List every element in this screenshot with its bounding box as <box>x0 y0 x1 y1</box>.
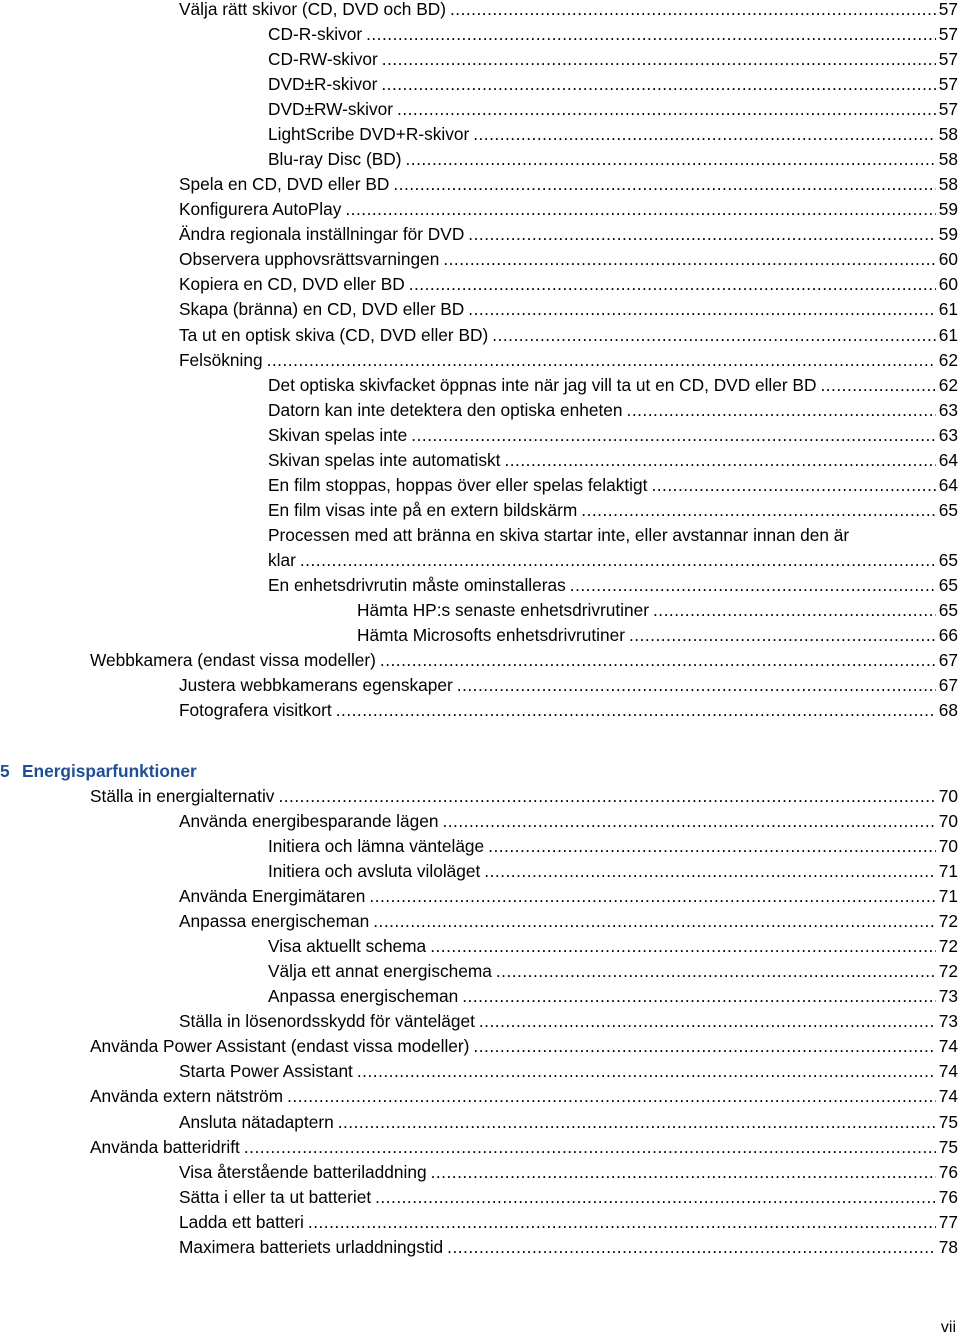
toc-entry-page: 72 <box>938 911 958 932</box>
dot-leader <box>651 473 935 498</box>
chapter-number: 5 <box>0 761 10 781</box>
toc-entry-title: Felsökning <box>179 349 263 370</box>
dot-leader <box>336 698 936 723</box>
toc-entry-title: Visa aktuellt schema <box>268 936 427 957</box>
toc-entry-title: Sätta i eller ta ut batteriet <box>179 1186 372 1207</box>
toc-entry[interactable] <box>268 47 958 72</box>
toc-entry-page: 65 <box>938 549 958 570</box>
toc-entry-page: 76 <box>938 1186 958 1207</box>
toc-entry-title: Fotografera visitkort <box>179 700 332 721</box>
toc-entry-title: CD-R-skivor <box>268 24 363 45</box>
toc-entry[interactable] <box>268 573 958 598</box>
toc-entry-page: 62 <box>938 374 958 395</box>
dot-leader <box>380 648 936 673</box>
toc-entry-title: Använda Energimätaren <box>179 886 366 907</box>
toc-entry[interactable] <box>179 1235 958 1260</box>
toc-entry[interactable] <box>268 859 958 884</box>
toc-entry[interactable] <box>179 1210 958 1235</box>
toc-entry-title: Anpassa energischeman <box>268 986 459 1007</box>
toc-entry-title: Välja rätt skivor (CD, DVD och BD) <box>179 0 446 19</box>
toc-entry-page: 61 <box>938 299 958 320</box>
dot-leader <box>627 398 936 423</box>
toc-entry[interactable] <box>179 0 958 22</box>
dot-leader <box>504 448 935 473</box>
toc-entry-title: DVD±R-skivor <box>268 74 378 95</box>
toc-entry-page: 65 <box>938 574 958 595</box>
toc-entry-title: Ansluta nätadaptern <box>179 1111 334 1132</box>
toc-entry-title: Ta ut en optisk skiva (CD, DVD eller BD) <box>179 324 489 345</box>
toc-entry[interactable] <box>268 22 958 47</box>
toc-entry[interactable] <box>179 1009 958 1034</box>
dot-leader <box>479 1009 936 1034</box>
dot-leader <box>484 859 935 884</box>
toc-entry[interactable] <box>179 884 958 909</box>
toc-entry-page: 59 <box>938 199 958 220</box>
toc-entry[interactable] <box>268 398 958 423</box>
dot-leader <box>382 47 936 72</box>
toc-entry-title: Datorn kan inte detektera den optiska enheten <box>268 399 623 420</box>
toc-entry[interactable] <box>179 1059 958 1084</box>
dot-leader <box>373 909 936 934</box>
toc-entry-page: 71 <box>938 861 958 882</box>
dot-leader <box>409 272 936 297</box>
toc-entry[interactable] <box>179 909 958 934</box>
toc-entry[interactable] <box>357 623 958 648</box>
toc-entry[interactable] <box>179 297 958 322</box>
toc-entry-page: 73 <box>938 1011 958 1032</box>
toc-entry-title: Använda energibesparande lägen <box>179 811 439 832</box>
dot-leader <box>447 1235 936 1260</box>
toc-entry-title: DVD±RW-skivor <box>268 99 394 120</box>
toc-entry-title: En film stoppas, hoppas över eller spelas felaktigt <box>268 474 648 495</box>
dot-leader <box>820 373 935 398</box>
toc-entry-page: 63 <box>938 399 958 420</box>
dot-leader <box>244 1135 936 1160</box>
toc-entry-title: En enhetsdrivrutin måste ominstalleras <box>268 574 566 595</box>
toc-entry-title: En film visas inte på en extern bildskärm <box>268 499 578 520</box>
dot-leader <box>450 0 936 22</box>
toc-entry-title: Konfigurera AutoPlay <box>179 199 342 220</box>
toc-entry-page: 74 <box>938 1036 958 1057</box>
toc-entry[interactable] <box>179 1185 958 1210</box>
toc-entry-title: Ställa in energialternativ <box>90 786 275 806</box>
toc-entry[interactable] <box>268 959 958 984</box>
toc-entry[interactable] <box>90 784 958 809</box>
toc-entry[interactable] <box>179 197 958 222</box>
toc-entry[interactable] <box>179 172 958 197</box>
toc-entry-page: 75 <box>938 1111 958 1132</box>
toc-entry-title: Anpassa energischeman <box>179 911 370 932</box>
toc-entry-page: 64 <box>938 474 958 495</box>
toc-entry-page: 70 <box>938 836 958 857</box>
toc-entry-title: LightScribe DVD+R-skivor <box>268 124 470 145</box>
toc-entry-page: 75 <box>938 1136 958 1157</box>
toc-entry[interactable] <box>357 598 958 623</box>
toc-entry-page: 68 <box>938 700 958 721</box>
dot-leader <box>457 673 936 698</box>
toc-entry-title: Använda batteridrift <box>90 1136 240 1157</box>
toc-entry-page: 59 <box>938 224 958 245</box>
toc-entry-page: 60 <box>938 274 958 295</box>
toc-entry[interactable] <box>179 222 958 247</box>
toc-entry[interactable] <box>90 1084 958 1109</box>
dot-leader <box>488 834 936 859</box>
toc-entry[interactable] <box>179 247 958 272</box>
toc-entry-title: Skivan spelas inte <box>268 424 408 445</box>
dot-leader <box>366 22 936 47</box>
dot-leader <box>581 498 935 523</box>
toc-entry-page: 58 <box>938 149 958 170</box>
dot-leader <box>443 247 935 272</box>
dot-leader <box>287 1084 936 1109</box>
toc-entry[interactable] <box>179 348 958 373</box>
toc-entry-page: 78 <box>938 1236 958 1257</box>
toc-entry-title: Skapa (bränna) en CD, DVD eller BD <box>179 299 465 320</box>
dot-leader <box>496 959 936 984</box>
toc-entry-page: 67 <box>938 650 958 671</box>
dot-leader <box>345 197 935 222</box>
toc-entry-title: CD-RW-skivor <box>268 49 378 70</box>
toc-entry-title: Använda Power Assistant (endast vissa modeller) <box>90 1036 470 1057</box>
toc-entry[interactable] <box>90 648 958 673</box>
toc-entry-title: Spela en CD, DVD eller BD <box>179 174 390 195</box>
toc-entry-title: Hämta HP:s senaste enhetsdrivrutiner <box>357 599 649 620</box>
toc-entry-title: Justera webbkamerans egenskaper <box>179 675 453 696</box>
toc-entry[interactable] <box>179 323 958 348</box>
toc-entry-page: 58 <box>938 124 958 145</box>
toc-entry-page: 74 <box>938 1086 958 1107</box>
toc-entry-page: 73 <box>938 986 958 1007</box>
dot-leader <box>570 573 936 598</box>
toc-entry[interactable] <box>179 1160 958 1185</box>
toc-entry-title: Använda extern nätström <box>90 1086 284 1107</box>
toc-entry-page: 57 <box>938 74 958 95</box>
toc-entry-page: 63 <box>938 424 958 445</box>
dot-leader <box>397 97 936 122</box>
toc-entry-title: Kopiera en CD, DVD eller BD <box>179 274 405 295</box>
toc-entry-page: 64 <box>938 449 958 470</box>
toc-entry-page: 71 <box>938 886 958 907</box>
toc-entry-title: Välja ett annat energischema <box>268 961 492 982</box>
toc-entry-title: Webbkamera (endast vissa modeller) <box>90 650 376 671</box>
toc-entry-page: 57 <box>938 99 958 120</box>
toc-entry-page: 57 <box>938 49 958 70</box>
toc-entry-title: Initiera och avsluta viloläget <box>268 861 481 882</box>
dot-leader <box>473 122 936 147</box>
dot-leader <box>473 1034 935 1059</box>
toc-entry[interactable] <box>179 809 958 834</box>
toc-entry-page: 65 <box>938 599 958 620</box>
dot-leader <box>405 147 935 172</box>
toc-entry-wrapped[interactable] <box>268 548 958 573</box>
toc-entry[interactable] <box>268 423 958 448</box>
toc-entry-page: 67 <box>938 675 958 696</box>
toc-entry-page: 58 <box>938 174 958 195</box>
toc-entry-page: 61 <box>938 324 958 345</box>
toc-entry-page: 70 <box>938 786 958 806</box>
toc-entry-page: 57 <box>938 0 958 19</box>
toc-entry[interactable] <box>268 984 958 1009</box>
toc-entry-title: Visa återstående batteriladdning <box>179 1161 427 1182</box>
toc-entry-wrapped-line1: Processen med att bränna en skiva startar inte, eller avstannar innan den är <box>268 524 850 545</box>
dot-leader <box>357 1059 936 1084</box>
toc-entry[interactable] <box>268 448 958 473</box>
dot-leader <box>629 623 936 648</box>
toc-entry-title: Starta Power Assistant <box>179 1061 353 1082</box>
toc-entry-title: Det optiska skivfacket öppnas inte när jag vill ta ut en CD, DVD eller BD <box>268 374 817 395</box>
dot-leader <box>393 172 935 197</box>
dot-leader <box>278 784 935 809</box>
toc-entry-page: 72 <box>938 961 958 982</box>
dot-leader <box>468 222 935 247</box>
toc-entry-page: 70 <box>938 811 958 832</box>
toc-entry-title: Ställa in lösenordsskydd för vänteläget <box>179 1011 475 1032</box>
toc-entry[interactable] <box>268 373 958 398</box>
toc-entry-title: Skivan spelas inte automatiskt <box>268 449 501 470</box>
dot-leader <box>431 1160 936 1185</box>
dot-leader <box>462 984 936 1009</box>
toc-entry-title: Ändra regionala inställningar för DVD <box>179 224 465 245</box>
dot-leader <box>653 598 936 623</box>
toc-entry-title: Initiera och lämna vänteläge <box>268 836 485 857</box>
toc-entry[interactable] <box>179 673 958 698</box>
toc-entry-title: Ladda ett batteri <box>179 1211 304 1232</box>
toc-entry[interactable] <box>90 1135 958 1160</box>
toc-entry-title: klar <box>268 549 296 570</box>
chapter-heading[interactable] <box>0 759 197 784</box>
dot-leader <box>442 809 935 834</box>
toc-entry[interactable] <box>179 698 958 723</box>
toc-entry-title: Observera upphovsrättsvarningen <box>179 249 440 270</box>
chapter-title: Energisparfunktioner <box>22 761 197 781</box>
toc-entry-page: 72 <box>938 936 958 957</box>
toc-entry[interactable] <box>90 1034 958 1059</box>
toc-entry[interactable] <box>268 122 958 147</box>
toc-entry-page: 76 <box>938 1161 958 1182</box>
dot-leader <box>468 297 936 322</box>
dot-leader <box>267 348 936 373</box>
toc-entry[interactable] <box>268 473 958 498</box>
toc-entry[interactable] <box>179 1110 958 1135</box>
toc-entry-page: 62 <box>938 349 958 370</box>
dot-leader <box>375 1185 936 1210</box>
toc-entry-title: Blu-ray Disc (BD) <box>268 149 402 170</box>
toc-entry-title: Hämta Microsofts enhetsdrivrutiner <box>357 625 625 645</box>
toc-entry[interactable] <box>268 147 958 172</box>
toc-entry-page: 65 <box>938 499 958 520</box>
dot-leader <box>300 548 936 573</box>
toc-entry-page: 74 <box>938 1061 958 1082</box>
page-number: vii <box>940 1319 956 1336</box>
toc-entry-title: Maximera batteriets urladdningstid <box>179 1236 444 1257</box>
toc-entry-page: 60 <box>938 249 958 270</box>
dot-leader <box>411 423 935 448</box>
dot-leader <box>381 72 935 97</box>
toc-entry[interactable] <box>179 272 958 297</box>
dot-leader <box>308 1210 936 1235</box>
toc-entry-page: 57 <box>938 24 958 45</box>
toc-entry-page: 66 <box>938 625 958 645</box>
toc-entry[interactable] <box>268 97 958 122</box>
dot-leader <box>369 884 935 909</box>
toc-entry-page: 77 <box>938 1211 958 1232</box>
toc-entry[interactable] <box>268 834 958 859</box>
dot-leader <box>492 323 936 348</box>
toc-entry[interactable] <box>268 72 958 97</box>
toc-entry[interactable] <box>268 934 958 959</box>
toc-entry[interactable] <box>268 498 958 523</box>
dot-leader <box>338 1110 936 1135</box>
dot-leader <box>430 934 936 959</box>
